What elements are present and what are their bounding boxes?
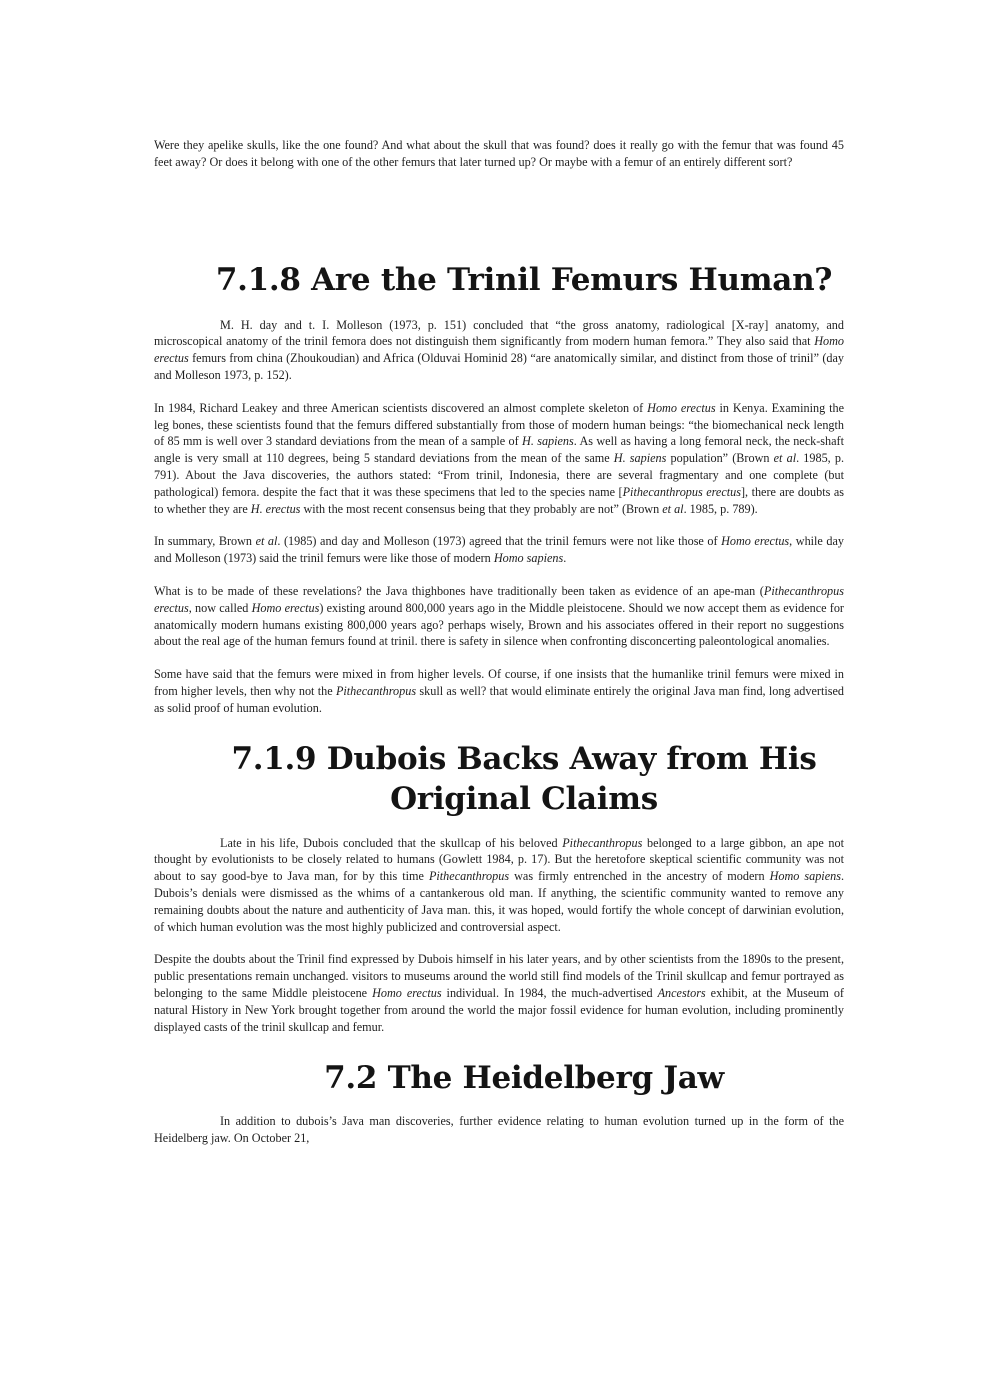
paragraph-7-1-8-4: What is to be made of these revelations? the Java thighbones have traditionally been taken as evidence of an ape-man (Pithecanthropus erectus, now called Homo erectus) existing around 800,000 years ago in the Middle pleistocene. Should we now accept them as evidence for anatomically modern humans existing 800,000 years ago? perhaps wisely, Brown and his associates offered in their report no suggestions about the real age of the human femurs found at trinil. there is safety in silence when confronting disconcerting paleontological anomalies.	[154, 583, 844, 649]
intro-paragraph: Were they apelike skulls, like the one found? And what about the skull that was found? does it really go with the femur that was found 45 feet away? Or does it belong with one of the other femurs that later turned up? Or maybe with a femur of an entirely different sort?	[154, 138, 844, 169]
paragraph-7-1-9-1: Late in his life, Dubois concluded that the skullcap of his beloved Pithecanthropus belonged to a large gibbon, an ape not thought by evolutionists to be closely related to humans (Gowlett 1984, p. 17). But the heretofore skeptical scientific community was not about to say good-bye to Java man, for by this time Pithecanthropus was firmly entrenched in the ancestry of modern Homo sapiens. Dubois’s denials were dismissed as the whims of a cantankerous old man. If anything, the scientific community wanted to remove any remaining doubts about the nature and authenticity of Java man. this, it was hoped, would fortify the whole concept of darwinian evolution, of which human evolution was the most highly publicized and controversial aspect.	[154, 835, 844, 934]
paragraph-7-1-9-2: Despite the doubts about the Trinil find expressed by Dubois himself in his later years, and by other scientists from the 1890s to the present, public presentations remain unchanged. visitors to museums around the world still find models of the Trinil skullcap and femur portrayed as belonging to the same Middle pleistocene Homo erectus individual. In 1984, the much-advertised Ancestors exhibit, at the Museum of natural History in New York brought together from around the world the major fossil evidence for human evolution, including prominently displayed casts of the trinil skullcap and femur.	[154, 952, 844, 1034]
section-heading-7-2: 7.2 The Heidelberg Jaw	[324, 1060, 724, 1097]
paragraph-7-1-8-5: Some have said that the femurs were mixed in from higher levels. Of course, if one insists that the humanlike trinil femurs were mixed in from higher levels, then why not the Pithecanthropus skull as well? that would eliminate entirely the original Java man find, long advertised as solid proof of human evolution.	[154, 667, 844, 715]
document-page	[154, 137, 844, 1147]
paragraph-7-1-8-2: In 1984, Richard Leakey and three American scientists discovered an almost complete skeleton of Homo erectus in Kenya. Examining the leg bones, these scientists found that the femurs differed substantially from those of modern human beings: “the biomechanical neck length of 85 mm is well over 3 standard deviations from the mean of a sample of H. sapiens. As well as having a long femoral neck, the neck-shaft angle is very small at 110 degrees, being 5 standard deviations from the mean of the same H. sapiens population” (Brown et al. 1985, p. 791). About the Java discoveries, the authors stated: “From trinil, Indonesia, there are several fragmentary and one complete (but pathological) femora. despite the fact that it was these specimens that led to the species name [Pithecanthropus erectus], there are doubts as to whether they are H. erectus with the most recent consensus being that they probably are not” (Brown et al. 1985, p. 789).	[154, 400, 845, 516]
section-heading-7-1-9: 7.1.9 Dubois Backs Away from His Original Claims	[231, 740, 817, 817]
paragraph-7-2-1: In addition to dubois’s Java man discoveries, further evidence relating to human evolution turned up in the form of the Heidelberg jaw. On October 21,	[154, 1114, 844, 1146]
paragraph-7-1-8-1: M. H. day and t. I. Molleson (1973, p. 151) concluded that “the gross anatomy, radiological [X-ray] anatomy, and microscopical anatomy of the trinil femora does not distinguish them significantly from modern human femora.” They also said that Homo erectus femurs from china (Zhoukoudian) and Africa (Olduvai Hominid 28) “are anatomically similar, and distinct from those of trinil” (day and Molleson 1973, p. 152).	[154, 317, 844, 382]
section-heading-7-1-8: 7.1.8 Are the Trinil Femurs Human?	[215, 261, 833, 298]
paragraph-7-1-8-3: In summary, Brown et al. (1985) and day and Molleson (1973) agreed that the trinil femurs were not like those of Homo erectus, while day and Molleson (1973) said the trinil femurs were like those of modern Homo sapiens.	[154, 534, 844, 566]
